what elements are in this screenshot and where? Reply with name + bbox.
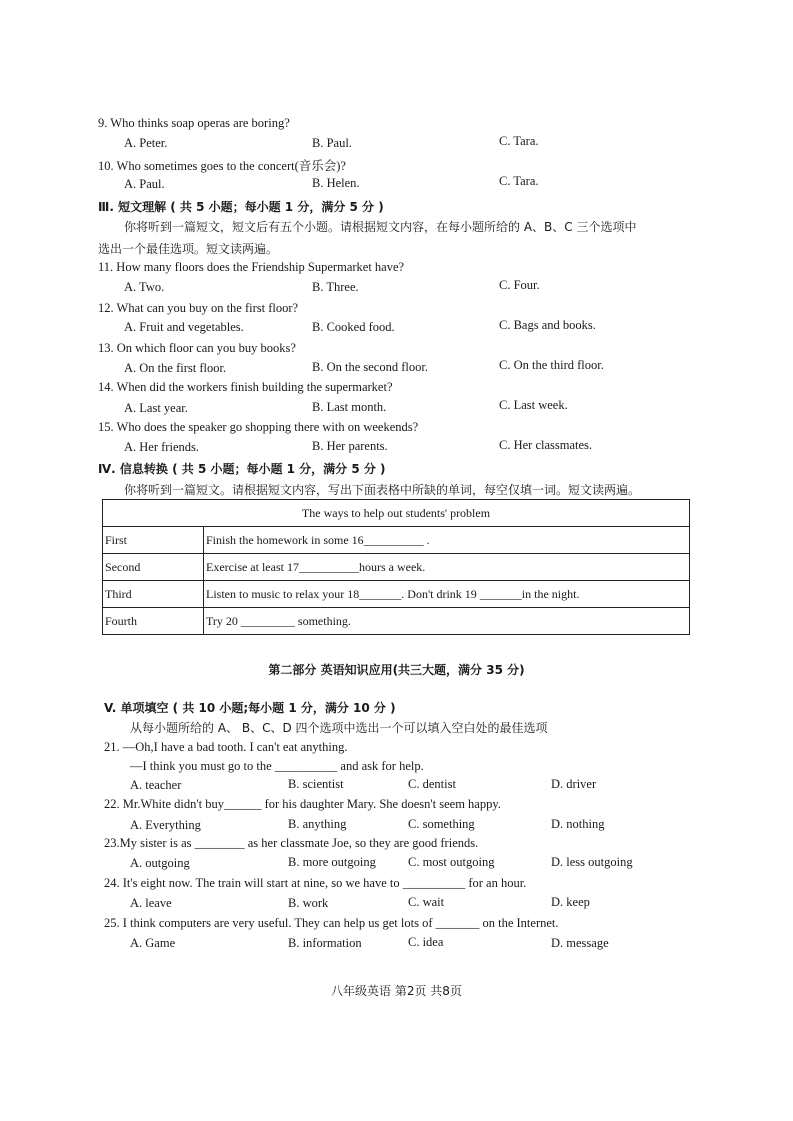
option-b: B. work xyxy=(288,896,329,910)
option-c: C. most outgoing xyxy=(408,855,495,869)
question-stem: 11. How many floors does the Friendship Supermarket have? xyxy=(98,260,405,274)
question-stem: 25. I think computers are very useful. They can help us get lots of _______ on the Internet. xyxy=(104,916,559,930)
option-b: B. Cooked food. xyxy=(312,320,395,334)
page-footer: 八年级英语 第2页 共8页 xyxy=(331,984,462,998)
option-d: D. keep xyxy=(551,895,590,909)
row-content: Try 20 _________ something. xyxy=(204,608,690,635)
option-b: B. scientist xyxy=(288,777,344,791)
row-label: First xyxy=(103,527,204,554)
option-b: B. anything xyxy=(288,817,347,831)
option-d: D. message xyxy=(551,936,609,950)
table-row xyxy=(103,554,690,581)
option-a: A. Last year. xyxy=(124,401,188,415)
section-3-title: Ⅲ. 短文理解 ( 共 5 小题；每小题 1 分，满分 5 分 ) xyxy=(98,200,384,214)
table-header: The ways to help out students' problem xyxy=(103,500,690,527)
row-label: Third xyxy=(103,581,204,608)
option-b: B. Her parents. xyxy=(312,439,388,453)
question-stem: 13. On which floor can you buy books? xyxy=(98,341,296,355)
section-5-title: V. 单项填空 ( 共 10 小题;每小题 1 分，满分 10 分 ) xyxy=(104,701,396,715)
option-c: C. idea xyxy=(408,935,444,949)
question-stem-2: —I think you must go to the __________ and ask for help. xyxy=(130,759,424,773)
option-c: C. Tara. xyxy=(499,134,539,148)
table-row xyxy=(103,581,690,608)
option-c: C. wait xyxy=(408,895,445,909)
option-c: C. On the third floor. xyxy=(499,358,604,372)
option-c: C. Four. xyxy=(499,278,540,292)
question-stem: 12. What can you buy on the first floor? xyxy=(98,301,299,315)
option-a: A. teacher xyxy=(130,778,182,792)
option-a: A. leave xyxy=(130,896,172,910)
section-4-instruction: 你将听到一篇短文。请根据短文内容，写出下面表格中所缺的单词，每空仅填一词。短文读两遍。 xyxy=(124,483,641,497)
option-a: A. Two. xyxy=(124,280,165,294)
option-d: D. nothing xyxy=(551,817,605,831)
option-b: B. Helen. xyxy=(312,176,360,190)
option-a: A. Fruit and vegetables. xyxy=(124,320,244,334)
row-label: Second xyxy=(103,554,204,581)
option-a: A. Peter. xyxy=(124,136,168,150)
question-stem: 9. Who thinks soap operas are boring? xyxy=(98,116,290,130)
option-a: A. Everything xyxy=(130,818,201,832)
option-b: B. information xyxy=(288,936,362,950)
option-b: B. Last month. xyxy=(312,400,387,414)
section-3-instruction-1: 你将听到一篇短文，短文后有五个小题。请根据短文内容，在每小题所给的 A、B、C 三个选项中 xyxy=(124,220,637,234)
option-b: B. Paul. xyxy=(312,136,352,150)
info-table xyxy=(102,499,690,635)
question-stem: 14. When did the workers finish building the supermarket? xyxy=(98,380,393,394)
option-c: C. something xyxy=(408,817,475,831)
option-c: C. Her classmates. xyxy=(499,438,593,452)
question-stem: 24. It's eight now. The train will start at nine, so we have to __________ for an hour. xyxy=(104,876,527,890)
question-stem: 15. Who does the speaker go shopping there with on weekends? xyxy=(98,420,419,434)
question-stem: 10. Who sometimes goes to the concert(音乐会)? xyxy=(98,159,346,173)
option-a: A. On the first floor. xyxy=(124,361,227,375)
section-3-instruction-2: 选出一个最佳选项。短文读两遍。 xyxy=(98,242,279,256)
option-d: D. driver xyxy=(551,777,597,791)
row-content: Exercise at least 17__________hours a week. xyxy=(204,554,690,581)
table-row xyxy=(103,527,690,554)
question-stem: 21. —Oh,I have a bad tooth. I can't eat anything. xyxy=(104,740,348,754)
option-c: C. Bags and books. xyxy=(499,318,596,332)
table-row xyxy=(103,608,690,635)
part-2-title: 第二部分 英语知识应用(共三大题，满分 35 分) xyxy=(268,663,525,677)
question-stem: 22. Mr.White didn't buy______ for his daughter Mary. She doesn't seem happy. xyxy=(104,797,501,811)
option-b: B. On the second floor. xyxy=(312,360,428,374)
option-b: B. Three. xyxy=(312,280,359,294)
row-content: Finish the homework in some 16__________ . xyxy=(204,527,690,554)
option-a: A. Her friends. xyxy=(124,440,199,454)
row-label: Fourth xyxy=(103,608,204,635)
option-a: A. Game xyxy=(130,936,176,950)
section-4-title: Ⅳ. 信息转换 ( 共 5 小题；每小题 1 分，满分 5 分 ) xyxy=(98,462,386,476)
option-c: C. dentist xyxy=(408,777,456,791)
option-a: A. Paul. xyxy=(124,177,165,191)
row-content: Listen to music to relax your 18_______. Don't drink 19 _______in the night. xyxy=(204,581,690,608)
option-c: C. Last week. xyxy=(499,398,568,412)
option-a: A. outgoing xyxy=(130,856,190,870)
option-c: C. Tara. xyxy=(499,174,539,188)
question-stem: 23.My sister is as ________ as her classmate Joe, so they are good friends. xyxy=(104,836,479,850)
section-5-instruction: 从每小题所给的 A、 B、C、D 四个选项中选出一个可以填入空白处的最佳选项 xyxy=(130,721,548,735)
option-b: B. more outgoing xyxy=(288,855,376,869)
option-d: D. less outgoing xyxy=(551,855,633,869)
